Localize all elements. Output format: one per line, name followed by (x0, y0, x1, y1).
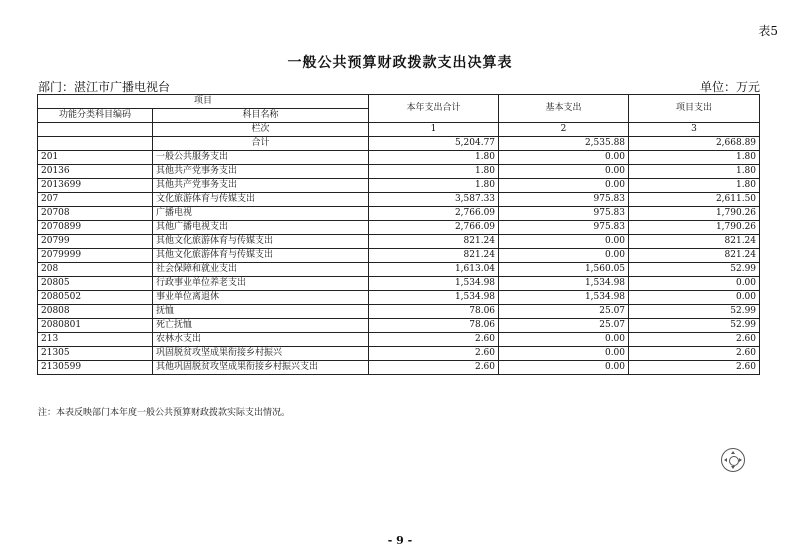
table-row (38, 151, 760, 165)
nav-left-icon[interactable] (724, 458, 727, 462)
cell-total: 78.06 (369, 305, 499, 319)
cell-name: 其他共产党事务支出 (153, 179, 369, 193)
cell-code: 208 (38, 263, 153, 277)
table-row (38, 277, 760, 291)
header-name: 科目名称 (153, 109, 369, 123)
sum-total: 5,204.77 (369, 137, 499, 151)
cell-code: 2080801 (38, 319, 153, 333)
department-label: 部门：湛江市广播电视台 (38, 80, 171, 94)
cell-total: 1,534.98 (369, 277, 499, 291)
header-project: 项目支出 (629, 95, 760, 123)
cell-project: 0.00 (629, 277, 760, 291)
cell-project: 1.80 (629, 151, 760, 165)
table-row (38, 165, 760, 179)
table-row (38, 263, 760, 277)
cell-total: 2.60 (369, 361, 499, 375)
cell-project: 0.00 (629, 291, 760, 305)
table-row (38, 333, 760, 347)
column-index-1: 1 (369, 123, 499, 137)
sum-label: 合计 (153, 137, 369, 151)
nav-down-icon[interactable] (731, 466, 735, 469)
cell-code: 21305 (38, 347, 153, 361)
cell-project: 821.24 (629, 249, 760, 263)
header-code: 功能分类科目编码 (38, 109, 153, 123)
cell-code: 20708 (38, 207, 153, 221)
cell-code: 207 (38, 193, 153, 207)
cell-basic: 0.00 (499, 179, 629, 193)
cell-code: 20136 (38, 165, 153, 179)
cell-basic: 1,534.98 (499, 277, 629, 291)
cell-total: 1,613.04 (369, 263, 499, 277)
cell-name: 其他广播电视支出 (153, 221, 369, 235)
cell-name: 一般公共服务支出 (153, 151, 369, 165)
cell-code: 20808 (38, 305, 153, 319)
cell-name: 文化旅游体育与传媒支出 (153, 193, 369, 207)
cell-code: 213 (38, 333, 153, 347)
nav-right-icon[interactable] (739, 458, 742, 462)
budget-table (37, 94, 760, 375)
cell-code: 2079999 (38, 249, 153, 263)
cell-name: 其他共产党事务支出 (153, 165, 369, 179)
cell-code: 20799 (38, 235, 153, 249)
cell-basic: 1,560.05 (499, 263, 629, 277)
header-item: 项目 (38, 95, 369, 109)
column-index-3: 3 (629, 123, 760, 137)
cell-basic: 975.83 (499, 193, 629, 207)
cell-code: 201 (38, 151, 153, 165)
table-row (38, 179, 760, 193)
cell-basic: 0.00 (499, 165, 629, 179)
nav-center-icon[interactable] (729, 456, 739, 466)
cell-name: 事业单位离退休 (153, 291, 369, 305)
table-row (38, 319, 760, 333)
table-row (38, 207, 760, 221)
cell-name: 其他文化旅游体育与传媒支出 (153, 249, 369, 263)
table-row (38, 347, 760, 361)
table-row (38, 193, 760, 207)
table-row (38, 305, 760, 319)
cell-project: 1,790.26 (629, 221, 760, 235)
cell-total: 1.80 (369, 151, 499, 165)
cell-total: 821.24 (369, 235, 499, 249)
unit-label: 单位：万元 (699, 80, 760, 94)
cell-name: 其他文化旅游体育与传媒支出 (153, 235, 369, 249)
cell-basic: 25.07 (499, 305, 629, 319)
cell-project: 1.80 (629, 165, 760, 179)
cell-basic: 0.00 (499, 347, 629, 361)
cell-basic: 975.83 (499, 207, 629, 221)
cell-total: 1.80 (369, 179, 499, 193)
footnote: 注：本表反映部门本年度一般公共预算财政拨款实际支出情况。 (38, 408, 291, 418)
cell-total: 1.80 (369, 165, 499, 179)
cell-name: 农林水支出 (153, 333, 369, 347)
cell-total: 3,587.33 (369, 193, 499, 207)
cell-project: 52.99 (629, 305, 760, 319)
table-row (38, 235, 760, 249)
cell-name: 抚恤 (153, 305, 369, 319)
cell-project: 1.80 (629, 179, 760, 193)
cell-project: 2.60 (629, 333, 760, 347)
table-number-label: 表5 (758, 24, 778, 38)
cell-basic: 1,534.98 (499, 291, 629, 305)
cell-total: 2,766.09 (369, 221, 499, 235)
cell-basic: 0.00 (499, 361, 629, 375)
header-total: 本年支出合计 (369, 95, 499, 123)
column-index-2: 2 (499, 123, 629, 137)
cell-basic: 975.83 (499, 221, 629, 235)
cell-project: 52.99 (629, 263, 760, 277)
cell-name: 广播电视 (153, 207, 369, 221)
cell-total: 821.24 (369, 249, 499, 263)
cell-total: 2,766.09 (369, 207, 499, 221)
cell-name: 社会保障和就业支出 (153, 263, 369, 277)
table-row (38, 249, 760, 263)
cell-basic: 0.00 (499, 333, 629, 347)
cell-project: 2.60 (629, 361, 760, 375)
cell-code: 2080502 (38, 291, 153, 305)
page-number: - 9 - (387, 534, 413, 547)
cell-total: 2.60 (369, 347, 499, 361)
cell-project: 1,790.26 (629, 207, 760, 221)
cell-total: 78.06 (369, 319, 499, 333)
table-row (38, 361, 760, 375)
cell-project: 2.60 (629, 347, 760, 361)
cell-basic: 0.00 (499, 249, 629, 263)
cell-project: 821.24 (629, 235, 760, 249)
sum-basic: 2,535.88 (499, 137, 629, 151)
sum-project: 2,668.89 (629, 137, 760, 151)
cell-project: 52.99 (629, 319, 760, 333)
cell-name: 巩固脱贫攻坚成果衔接乡村振兴 (153, 347, 369, 361)
sum-row (38, 137, 760, 151)
nav-up-icon[interactable] (731, 451, 735, 454)
table-row (38, 221, 760, 235)
page-title: 一般公共预算财政拨款支出决算表 (287, 55, 513, 71)
cell-code: 2013699 (38, 179, 153, 193)
cell-name: 其他巩固脱贫攻坚成果衔接乡村振兴支出 (153, 361, 369, 375)
cell-project: 2,611.50 (629, 193, 760, 207)
cell-basic: 0.00 (499, 235, 629, 249)
column-index-label: 栏次 (153, 123, 369, 137)
cell-name: 行政事业单位养老支出 (153, 277, 369, 291)
header-basic: 基本支出 (499, 95, 629, 123)
cell-total: 1,534.98 (369, 291, 499, 305)
cell-basic: 25.07 (499, 319, 629, 333)
cell-name: 死亡抚恤 (153, 319, 369, 333)
cell-code: 2070899 (38, 221, 153, 235)
navigation-pad-icon[interactable] (721, 448, 745, 472)
table-row (38, 291, 760, 305)
cell-code: 20805 (38, 277, 153, 291)
cell-code: 2130599 (38, 361, 153, 375)
cell-total: 2.60 (369, 333, 499, 347)
cell-basic: 0.00 (499, 151, 629, 165)
